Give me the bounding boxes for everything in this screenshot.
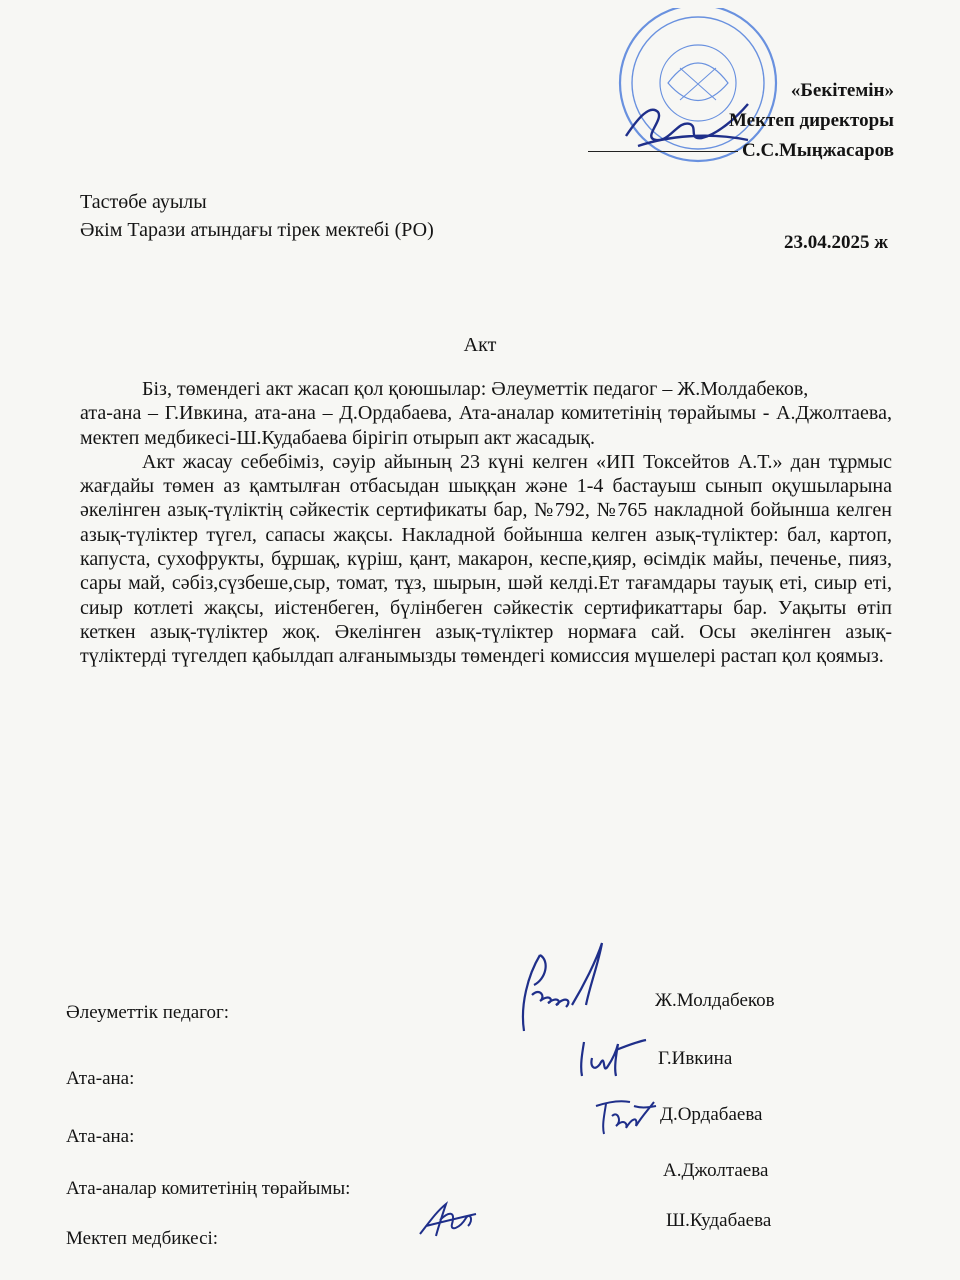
school-name: Әкім Тарази атындағы тірек мектебі (РО) [80,219,434,241]
signature-line [588,151,738,152]
document-header [80,188,434,244]
signature-kudabaeva [412,1196,482,1242]
signature-name: Г.Ивкина [658,1048,733,1069]
signature-name: Ш.Кудабаева [666,1210,772,1231]
signature-name: Ж.Молдабеков [655,990,775,1011]
paragraph-2: Акт жасау себебіміз, сәуір айының 23 күні келген «ИП Токсейтов А.Т.» дан тұрмыс жағдайы төмен аз қамтылған отбасыдан шыққан және 1-4 бастауыш сынып оқушыларына әкелінген азық-түліктің сәйкестік сертификаты бар, №792, №765 накладной бойынша келген азық-түліктер түгел, сапасы жақсы. Накладной бойынша келген азық-түліктер: бал, картоп, капуста, сухофрукты, бұршақ, күріш, қант, макарон, кеспе,қияр, өсімдік майы, печенье, пияз, сары май, сәбіз,сүзбеше,сыр, томат, тұз, шырын, шәй келді.Ет тағамдары тауық еті, сиыр еті, сиыр котлеті жақсы, иістенбеген, бүлінбеген сәйкестік сертификаттары бар. Уақыты өтіп кеткен азық-түліктер жоқ. Әкелінген азық-түліктер нормаға сай. Осы әкелінген азық-түліктерді түгелдеп қабылдап алғанымызды төмендегі комиссия мүшелері растап қол қоямыз. [80,450,892,668]
signature-role: Әлеуметтік педагог: [66,1002,230,1023]
signature-name: А.Джолтаева [663,1160,769,1181]
signature-ivkina [572,1032,652,1082]
document-date: 23.04.2025 ж [783,232,888,253]
village-name: Тастөбе ауылы [80,191,207,213]
approval-line-3: С.С.Мыңжасаров [742,140,894,161]
paragraph-1b: ата-ана – Г.Ивкина, ата-ана – Д.Ордабаева, Ата-аналар комитетінің төрайымы - А.Джолтаева, мектеп медбикесі-Ш.Кудабаева бірігіп отырып акт жасадық. [80,402,892,449]
signature-ordabaeva [590,1094,662,1138]
signature-role: Мектеп медбикесі: [66,1228,219,1249]
approval-line-2: Мектеп директоры [728,110,894,131]
approval-block [588,76,894,166]
signature-role: Ата-ана: [66,1068,135,1089]
signature-role: Ата-ана: [66,1126,135,1147]
signature-name: Д.Ордабаева [660,1104,763,1125]
document-body [80,377,892,669]
signature-moldabekov [510,935,620,1045]
approval-line-1: «Бекітемін» [790,80,894,101]
signature-role: Ата-аналар комитетінің төрайымы: [66,1178,351,1199]
document-title: Акт [463,334,497,356]
paragraph-1a: Біз, төмендегі акт жасап қол қоюшылар: Әлеуметтік педагог – Ж.Молдабеков, [142,378,809,400]
